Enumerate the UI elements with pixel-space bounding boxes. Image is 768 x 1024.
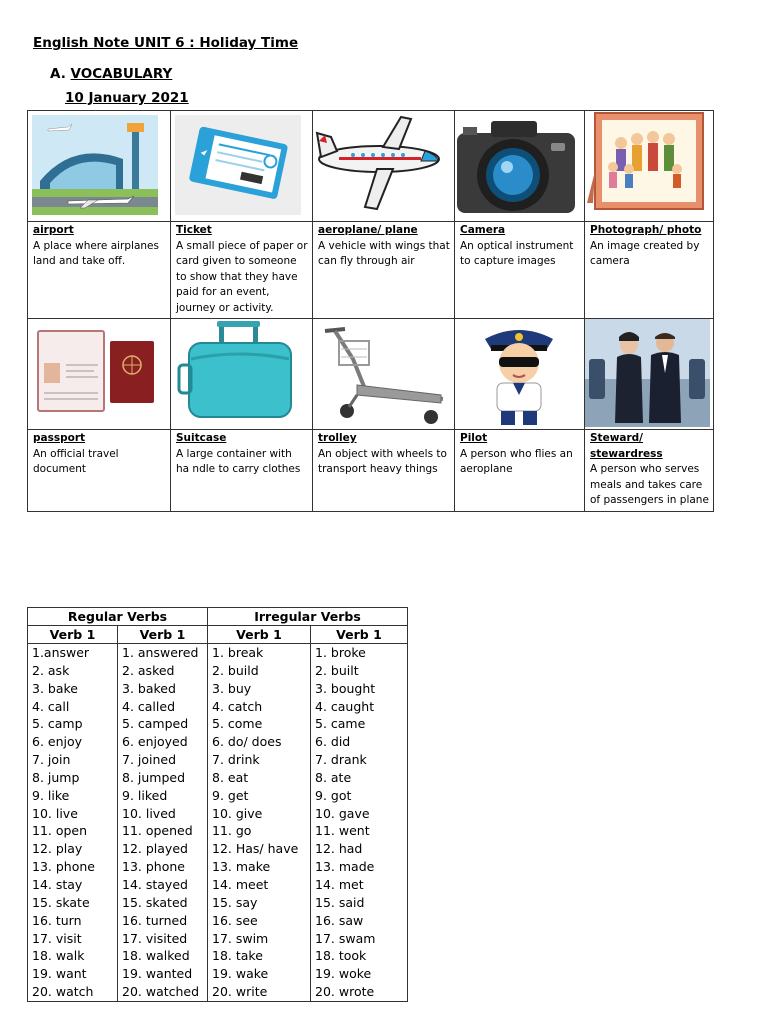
vocab-word: airport	[33, 224, 74, 236]
verb-entry: 15. said	[315, 894, 365, 910]
verb-entry: 9. get	[212, 787, 249, 803]
regular-v2-column	[118, 644, 208, 1002]
column-header: Verb 1	[28, 626, 118, 644]
vocab-entry	[585, 430, 714, 512]
passport-icon	[28, 319, 164, 427]
verb-entry: 16. turned	[122, 912, 188, 928]
verb-entry: 16. see	[212, 912, 258, 928]
verb-entry: 3. bought	[315, 680, 376, 696]
verb-entry: 13. phone	[122, 859, 185, 875]
vocab-word: aeroplane/ plane	[318, 224, 418, 236]
page-title: English Note UNIT 6 : Holiday Time	[33, 35, 299, 51]
verb-entry: 8. jump	[32, 769, 80, 785]
verb-entry: 17. swam	[315, 930, 376, 946]
vocab-image-cell	[455, 319, 585, 430]
verb-entry: 6. do/ does	[212, 734, 282, 750]
vocab-definition: An optical instrument to capture images	[460, 239, 574, 267]
verb-entry: 20. write	[212, 984, 268, 1000]
verb-entry: 5. camp	[32, 716, 83, 732]
verb-entry: 7. joined	[122, 752, 177, 768]
verb-entry: 12. play	[32, 841, 83, 857]
vocab-definition: A place where airplanes land and take off.	[33, 239, 159, 267]
section-heading	[50, 66, 172, 82]
verb-entry: 9. got	[315, 787, 352, 803]
verb-entry: 15. skated	[122, 894, 188, 910]
regular-verbs-header: Regular Verbs	[28, 608, 208, 626]
verb-entry: 19. wake	[212, 966, 269, 982]
vocab-entry	[455, 430, 585, 512]
verb-entry: 16. turn	[32, 912, 82, 928]
verb-entry: 7. drink	[212, 752, 260, 768]
column-header: Verb 1	[118, 626, 208, 644]
vocab-entry	[28, 222, 171, 319]
camera-icon	[455, 111, 581, 219]
verb-entry: 2. asked	[122, 662, 175, 678]
verb-entry: 10. lived	[122, 805, 176, 821]
verb-entry: 20. wrote	[315, 984, 375, 1000]
verb-entry: 15. skate	[32, 894, 90, 910]
suitcase-icon	[171, 319, 307, 427]
photo-frame-icon	[585, 111, 710, 219]
verb-entry: 5. camped	[122, 716, 189, 732]
verb-entry: 18. take	[212, 948, 263, 964]
ticket-icon	[171, 111, 307, 219]
verb-entry: 13. made	[315, 859, 375, 875]
vocab-word: passport	[33, 432, 86, 444]
vocab-definition: A person who serves meals and takes care of passengers in plane	[590, 463, 709, 506]
verb-entry: 14. met	[315, 876, 364, 892]
verb-entry: 13. make	[212, 859, 271, 875]
verb-entry: 12. Has/ have	[212, 841, 299, 857]
vocab-word: trolley	[318, 432, 357, 444]
vocab-definition: An image created by camera	[590, 239, 700, 267]
vocab-image-cell	[313, 111, 455, 222]
flight-attendants-icon	[585, 319, 710, 427]
vocabulary-table	[27, 110, 714, 512]
verb-entry: 6. enjoyed	[122, 734, 188, 750]
pilot-icon	[455, 319, 581, 427]
verb-entry: 4. called	[122, 698, 176, 714]
vocab-definition: An official travel document	[33, 447, 119, 475]
vocab-image-cell	[28, 319, 171, 430]
verb-entry: 20. watch	[32, 984, 94, 1000]
verb-entry: 19. woke	[315, 966, 372, 982]
vocab-definition: A person who flies an aeroplane	[460, 447, 573, 475]
verb-entry: 3. baked	[122, 680, 176, 696]
verb-entry: 11. open	[32, 823, 88, 839]
verb-entry: 9. liked	[122, 787, 168, 803]
date-heading: 10 January 2021	[65, 90, 189, 106]
irregular-v2-column	[311, 644, 408, 1002]
vocab-image-cell	[171, 111, 313, 222]
verb-entry: 18. walked	[122, 948, 190, 964]
verb-entry: 18. took	[315, 948, 367, 964]
vocab-word: Suitcase	[176, 432, 227, 444]
vocab-word: Steward/ stewardress	[590, 432, 663, 460]
verb-entry: 5. come	[212, 716, 263, 732]
airplane-icon	[313, 111, 449, 219]
verb-entry: 4. call	[32, 698, 70, 714]
verb-entry: 4. caught	[315, 698, 375, 714]
section-letter: A.	[50, 66, 66, 82]
verb-entry: 19. wanted	[122, 966, 193, 982]
vocab-entry	[313, 222, 455, 319]
vocab-definition: A small piece of paper or card given to someone to show that they have paid for an event, journey or activity.	[176, 239, 308, 314]
verb-entry: 10. live	[32, 805, 78, 821]
vocab-image-cell	[455, 111, 585, 222]
verb-entry: 8. eat	[212, 769, 249, 785]
verb-entry: 17. swim	[212, 930, 269, 946]
verbs-table	[27, 607, 408, 1002]
vocab-definition: An object with wheels to transport heavy things	[318, 447, 447, 475]
vocab-entry	[171, 222, 313, 319]
irregular-v1-column	[208, 644, 311, 1002]
vocab-image-cell	[585, 319, 714, 430]
verb-entry: 8. jumped	[122, 769, 186, 785]
verb-entry: 19. want	[32, 966, 87, 982]
vocab-entry	[28, 430, 171, 512]
vocab-entry	[455, 222, 585, 319]
vocab-image-cell	[28, 111, 171, 222]
column-header: Verb 1	[208, 626, 311, 644]
verb-entry: 11. went	[315, 823, 370, 839]
verb-entry: 14. stay	[32, 876, 83, 892]
verb-entry: 1. answered	[122, 645, 199, 660]
vocab-image-cell	[585, 111, 714, 222]
verb-entry: 3. bake	[32, 680, 78, 696]
verb-entry: 10. give	[212, 805, 263, 821]
verb-entry: 9. like	[32, 787, 70, 803]
verb-entry: 4. catch	[212, 698, 263, 714]
verb-entry: 1. broke	[315, 645, 366, 660]
verb-entry: 16. saw	[315, 912, 364, 928]
vocab-image-cell	[313, 319, 455, 430]
verb-entry: 2. build	[212, 662, 259, 678]
verb-entry: 20. watched	[122, 984, 200, 1000]
verb-entry: 7. drank	[315, 752, 367, 768]
vocab-definition: A large container with ha ndle to carry clothes	[176, 447, 301, 475]
vocab-image-cell	[171, 319, 313, 430]
vocab-word: Pilot	[460, 432, 488, 444]
airport-icon	[28, 111, 164, 219]
verb-entry: 2. built	[315, 662, 359, 678]
vocab-word: Photograph/ photo	[590, 224, 702, 236]
verb-entry: 6. did	[315, 734, 351, 750]
verb-entry: 1.answer	[32, 645, 90, 660]
verb-entry: 6. enjoy	[32, 734, 83, 750]
verb-entry: 10. gave	[315, 805, 370, 821]
verb-entry: 14. meet	[212, 876, 269, 892]
vocab-word: Ticket	[176, 224, 212, 236]
vocab-definition: A vehicle with wings that can fly through air	[318, 239, 450, 267]
verb-entry: 17. visit	[32, 930, 82, 946]
vocab-entry	[585, 222, 714, 319]
section-title: VOCABULARY	[70, 66, 173, 82]
verb-entry: 11. opened	[122, 823, 193, 839]
verb-entry: 12. had	[315, 841, 363, 857]
column-header: Verb 1	[311, 626, 408, 644]
verb-entry: 15. say	[212, 894, 258, 910]
vocab-word: Camera	[460, 224, 506, 236]
vocab-entry	[313, 430, 455, 512]
verb-entry: 7. join	[32, 752, 71, 768]
verb-entry: 2. ask	[32, 662, 70, 678]
verb-entry: 13. phone	[32, 859, 95, 875]
verb-entry: 3. buy	[212, 680, 252, 696]
verb-entry: 1. break	[212, 645, 264, 660]
verb-entry: 11. go	[212, 823, 252, 839]
trolley-icon	[313, 319, 449, 427]
verb-entry: 18. walk	[32, 948, 85, 964]
irregular-verbs-header: Irregular Verbs	[208, 608, 408, 626]
verb-entry: 5. came	[315, 716, 366, 732]
vocab-entry	[171, 430, 313, 512]
verb-entry: 12. played	[122, 841, 188, 857]
verb-entry: 14. stayed	[122, 876, 188, 892]
verb-entry: 17. visited	[122, 930, 188, 946]
verb-entry: 8. ate	[315, 769, 352, 785]
regular-v1-column	[28, 644, 118, 1002]
